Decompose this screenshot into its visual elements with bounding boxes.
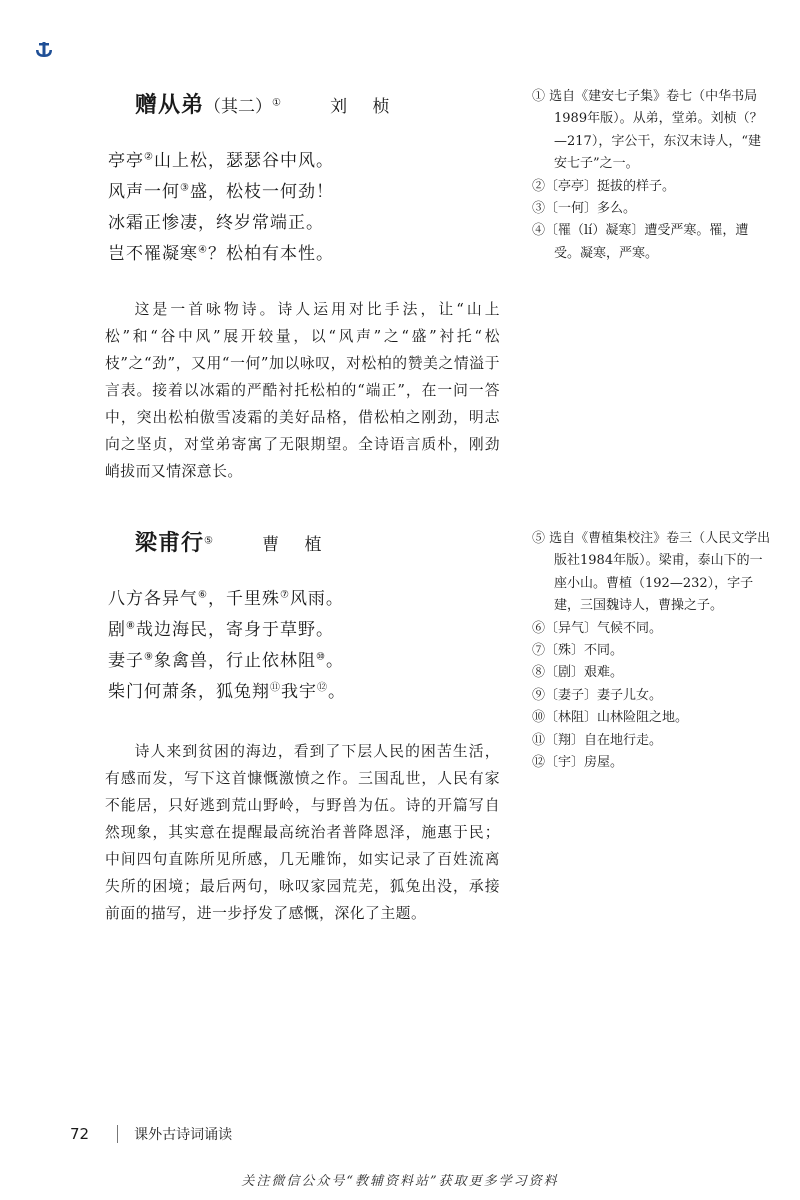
- poem2-title: 梁甫行: [135, 531, 205, 556]
- poem2-author: 曹 植: [262, 535, 332, 555]
- note-ref: ③: [180, 182, 190, 194]
- footnote: ⑧〔剧〕艰难。: [532, 665, 624, 681]
- note-ref: ⑪: [270, 682, 281, 694]
- poem-line: 亭亭②山上松，瑟瑟谷中风。: [108, 151, 334, 171]
- footer-divider: [117, 1125, 118, 1143]
- poem-line: 八方各异气⑥，千里殊⑦风雨。: [108, 589, 344, 609]
- footnote: ⑪〔翔〕自在地行走。: [532, 732, 663, 748]
- poem1-title-row: [135, 88, 399, 119]
- footnote: ⑨〔妻子〕妻子儿女。: [532, 687, 663, 703]
- footnote: ③〔一何〕多么。: [532, 201, 637, 217]
- poem-line: 冰霜正惨凄，终岁常端正。: [108, 213, 324, 233]
- note-ref: ⑧: [126, 620, 136, 632]
- poem2-title-note-ref: ⑤: [204, 535, 213, 547]
- footnote: ⑦〔殊〕不同。: [532, 643, 624, 659]
- footnote: ① 选自《建安七子集》卷七（中华书局1989年版）。从弟，堂弟。刘桢（？—217），字公干，东汉末诗人，“建安七子”之一。: [532, 89, 763, 172]
- poem2-footnotes: [532, 528, 772, 774]
- poem2-commentary: 诗人来到贫困的海边，看到了下层人民的困苦生活，有感而发，写下这首慷慨激愤之作。三国乱世，人民有家不能居，只好逃到荒山野岭，与野兽为伍。诗的开篇写自然现象，其实意在提醒最高统治者普降恩泽，施惠于民；中间四句直陈所见所感，几无雕饰，如实记录了百姓流离失所的困境；最后两句，咏叹家园荒芜，狐兔出没，承接前面的描写，进一步抒发了感慨，深化了主题。: [105, 743, 500, 922]
- footnote: ⑫〔宇〕房屋。: [532, 755, 624, 771]
- footnote: ④〔罹（lí）凝寒〕遭受严寒。罹，遭受。凝寒，严寒。: [532, 223, 749, 261]
- note-ref: ⑥: [198, 589, 208, 601]
- poem-line: 柴门何萧条，狐兔翔⑪我宇⑫。: [108, 682, 346, 702]
- watermark-text: 关注微信公众号“教辅资料站”获取更多学习资料: [241, 1174, 559, 1189]
- poem1-author: 刘 桢: [330, 97, 400, 117]
- poem1-footnotes: [532, 86, 772, 265]
- poem1-title: 赠从弟: [135, 93, 205, 118]
- footnote: ⑩〔林阻〕山林险阻之地。: [532, 710, 689, 726]
- note-ref: ②: [144, 151, 154, 163]
- poem1-commentary: 这是一首咏物诗。诗人运用对比手法，让“山上松”和“谷中风”展开较量，以“风声”之“盛”衬托“松枝”之“劲”，又用“一何”加以咏叹，对松柏的赞美之情溢于言表。接着以冰霜的严酷衬托松柏的“端正”，在一问一答中，突出松柏傲雪凌霜的美好品格，借松柏之刚劲，明志向之坚贞，对堂弟寄寓了无限期望。全诗语言质朴，刚劲峭拔而又情深意长。: [105, 301, 500, 480]
- poem-line: 岂不罹凝寒④？松柏有本性。: [108, 244, 334, 264]
- poem-line: 风声一何③盛，松枝一何劲！: [108, 182, 334, 202]
- poem2-title-row: [135, 526, 331, 557]
- section-title: 课外古诗词诵读: [134, 1127, 233, 1143]
- footnote: ②〔亭亭〕挺拔的样子。: [532, 178, 676, 194]
- poem-line: 妻子⑨象禽兽，行止依林阻⑩。: [108, 651, 344, 671]
- poem1-body: [108, 146, 334, 270]
- footnote: ⑥〔异气〕气候不同。: [532, 620, 663, 636]
- footnote: ⑤ 选自《曹植集校注》卷三（人民文学出版社1984年版）。梁甫，泰山下的一座小山。曹植（192—232），字子建，三国魏诗人，曹操之子。: [532, 531, 771, 614]
- poem2-body: [108, 584, 346, 708]
- note-ref: ⑩: [315, 651, 326, 663]
- poem1-subtitle: （其二）: [204, 97, 273, 117]
- note-ref: ④: [198, 244, 208, 256]
- note-ref: ⑫: [317, 682, 328, 694]
- poem-line: 剧⑧哉边海民，寄身于草野。: [108, 620, 334, 640]
- page-number: 72: [70, 1125, 90, 1143]
- note-ref: ⑨: [144, 651, 154, 663]
- page-footer: [70, 1124, 232, 1144]
- corner-anchor-icon: [34, 40, 54, 60]
- note-ref: ⑦: [279, 589, 290, 601]
- poem1-title-note-ref: ①: [272, 97, 281, 109]
